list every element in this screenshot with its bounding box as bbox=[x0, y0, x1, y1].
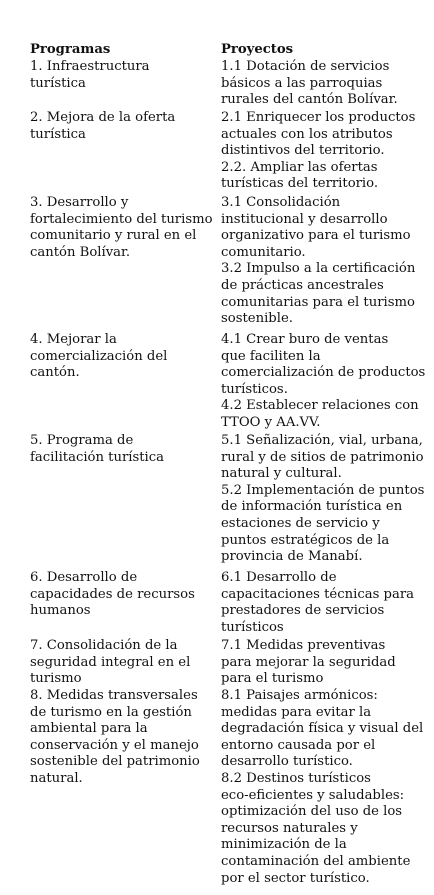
programa-2: 2. Mejora de la oferta turística bbox=[30, 110, 176, 142]
header-programas: Programas bbox=[30, 42, 111, 57]
programa-8: 8. Medidas transversales de turismo en la gestión ambiental para la conservación y el manejo sostenible del patrimonio natural. bbox=[30, 688, 200, 786]
header-proyectos: Proyectos bbox=[221, 42, 294, 57]
programa-3: 3. Desarrollo y fortalecimiento del turismo comunitario y rural en el cantón Bolívar. bbox=[30, 195, 213, 260]
proyecto-8: 8.1 Paisajes armónicos: medidas para evitar la degradación física y visual del entorno causada por el desarrollo turístico. 8.2 Destinos turísticos eco-eficientes y saludables: optimización del uso de los recursos naturales y minimización de la contaminación del ambiente por el sector turístico. bbox=[221, 688, 424, 886]
programa-6: 6. Desarrollo de capacidades de recursos humanos bbox=[30, 570, 195, 619]
proyecto-2: 2.1 Enriquecer los productos actuales con los atributos distintivos del territorio. 2.2. Ampliar las ofertas turísticas del territorio. bbox=[221, 110, 416, 192]
programa-5: 5. Programa de facilitación turística bbox=[30, 433, 165, 465]
programa-7: 7. Consolidación de la seguridad integral en el turismo bbox=[30, 638, 191, 687]
proyecto-7: 7.1 Medidas preventivas para mejorar la seguridad para el turismo bbox=[221, 638, 396, 687]
programa-1: 1. Infraestructura turística bbox=[30, 59, 150, 91]
proyecto-4: 4.1 Crear buro de ventas que faciliten la comercialización de productos turísticos. 4.2 Establecer relaciones con TTOO y AA.VV. bbox=[221, 332, 426, 430]
proyecto-1: 1.1 Dotación de servicios básicos a las parroquias rurales del cantón Bolívar. bbox=[221, 59, 398, 108]
proyecto-5: 5.1 Señalización, vial, urbana, rural y de sitios de patrimonio natural y cultural. 5.2 Implementación de puntos de información turística en estaciones de servicio y puntos estratégicos de la provincia de Manabí. bbox=[221, 433, 425, 565]
proyecto-6: 6.1 Desarrollo de capacitaciones técnicas para prestadores de servicios turísticos bbox=[221, 570, 414, 635]
programa-4: 4. Mejorar la comercialización del cantón. bbox=[30, 332, 168, 381]
proyecto-3: 3.1 Consolidación institucional y desarrollo organizativo para el turismo comunitario. 3.2 Impulso a la certificación de prácticas ancestrales comunitarias para el turismo sostenible. bbox=[221, 195, 416, 327]
